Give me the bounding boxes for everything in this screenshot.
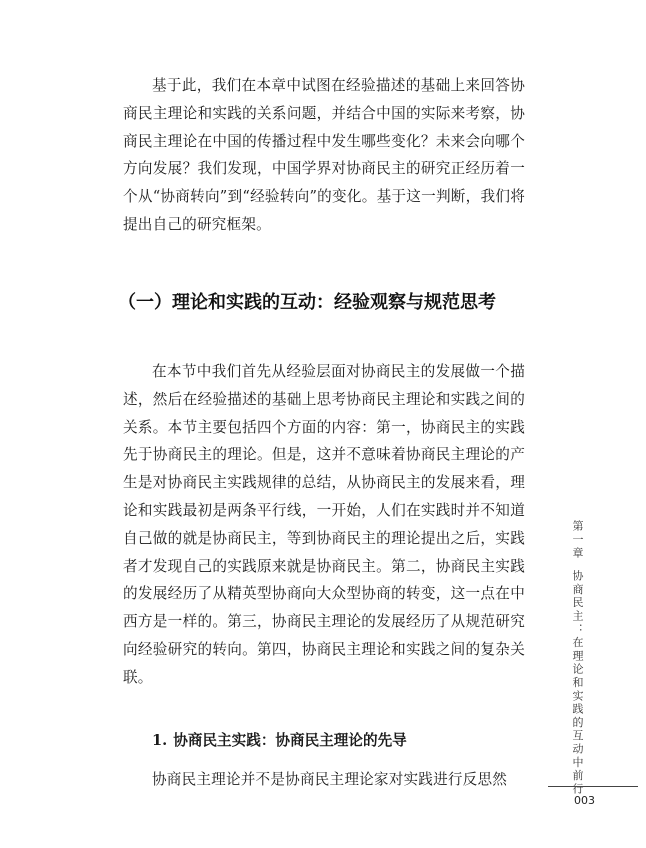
subsection-heading	[152, 728, 407, 754]
subsection-number: 1.	[152, 732, 168, 749]
running-head-title: 协商民主：在理论和实践的互动中前行	[571, 569, 584, 797]
running-head-chapter: 第一章	[571, 520, 584, 560]
paragraph-continued: 协商民主理论并不是协商民主理论家对实践进行反思然	[152, 771, 508, 788]
section-heading: （一）理论和实践的互动：经验观察与规范思考	[118, 292, 496, 313]
subsection-title: 协商民主实践：协商民主理论的先导	[173, 732, 407, 749]
paragraph-overview: 在本节中我们首先从经验层面对协商民主的发展做一个描述，然后在经验描述的基础上思考协商民主理论和实践之间的关系。本节主要包括四个方面的内容：第一，协商民主的实践先于协商民主的理论。但是，这并不意味着协商民主理论的产生是对协商民主实践规律的总结，从协商民主的发展来看，理论和实践最初是两条平行线，一开始，人们在实践时并不知道自己做的就是协商民主，等到协商民主的理论提出之后，实践者才发现自己的实践原来就是协商民主。第二，协商民主实践的发展经历了从精英型协商向大众型协商的转变，这一点在中西方是一样的。第三，协商民主理论的发展经历了从规范研究向经验研究的转向。第四，协商民主理论和实践之间的复杂关联。	[123, 363, 525, 686]
footer-rule	[548, 786, 638, 787]
running-head	[569, 520, 585, 796]
paragraph-intro: 基于此，我们在本章中试图在经验描述的基础上来回答协商民主理论和实践的关系问题，并结合中国的实际来考察，协商民主理论在中国的传播过程中发生哪些变化？未来会向哪个方向发展？我们发现，中国学界对协商民主的研究正经历着一个从“协商转向”到“经验转向”的变化。基于这一判断，我们将提出自己的研究框架。	[123, 77, 525, 233]
page-number: 003	[574, 794, 595, 807]
